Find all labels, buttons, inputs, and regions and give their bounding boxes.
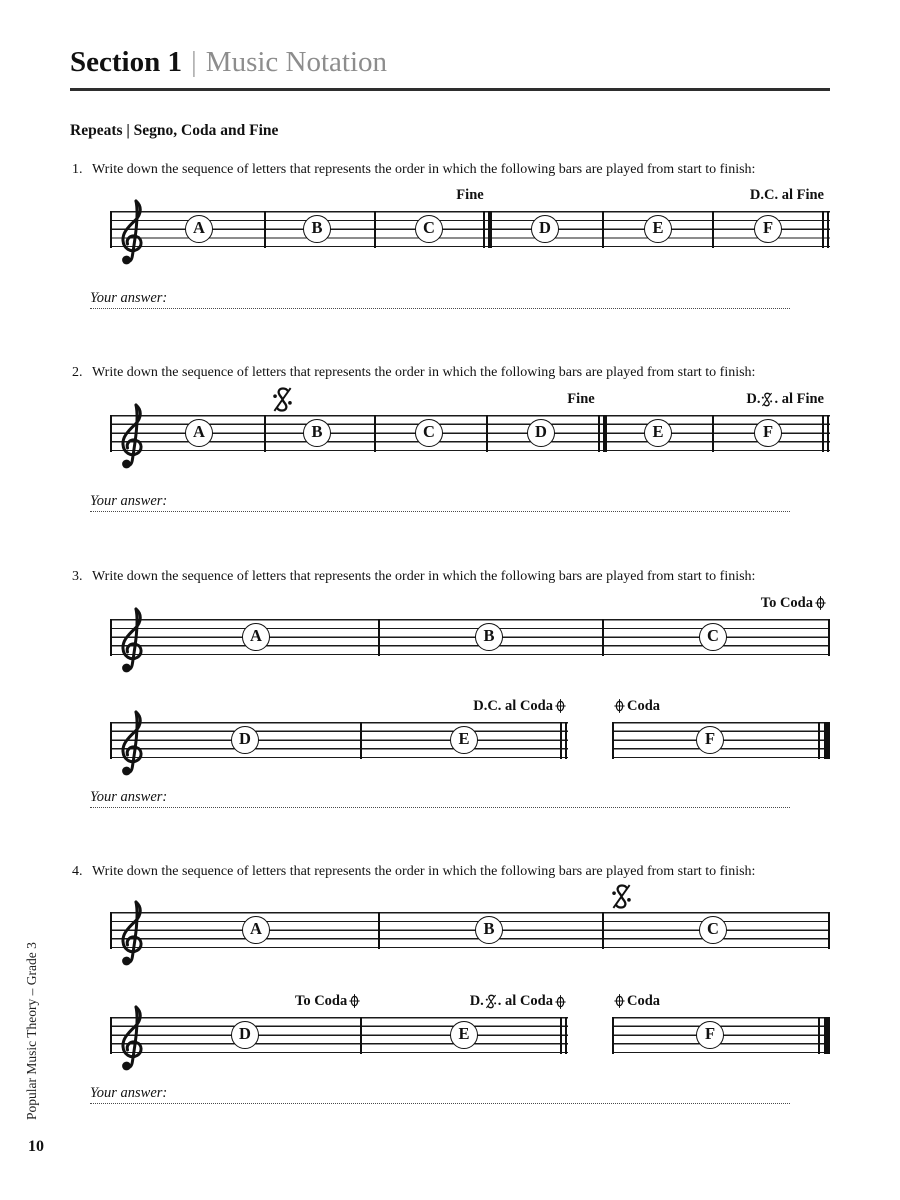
treble-clef-icon [112, 197, 156, 269]
barline-thick [488, 211, 493, 248]
barline-final [824, 1017, 830, 1054]
to-coda-marking [295, 994, 362, 1009]
staff-system-q2 [110, 391, 830, 451]
treble-clef-icon [112, 898, 156, 970]
ds-post-text: . al Coda [497, 993, 553, 1010]
segno-icon [272, 386, 293, 413]
question-1 [72, 162, 755, 178]
question-text: Write down the sequence of letters that represents the order in which the following bars are played from start to finish: [92, 569, 756, 584]
question-number: 4. [72, 864, 83, 879]
coda-icon [555, 699, 566, 713]
staff-system-q3-line1 [110, 595, 830, 655]
barline [560, 1017, 562, 1054]
to-coda-text: To Coda [760, 595, 813, 611]
coda-marking [612, 994, 660, 1009]
bar-label: F [754, 215, 782, 243]
barline [560, 722, 562, 759]
ds-pre-text: D. [469, 993, 484, 1010]
question-2 [72, 365, 755, 381]
answer-label: Your answer: [90, 290, 168, 306]
staff-system-q3-line2 [110, 698, 568, 758]
dc-al-fine-text: D.C. al Fine [749, 187, 824, 203]
question-number: 3. [72, 569, 83, 584]
answer-line [90, 308, 790, 309]
to-coda-marking [761, 596, 828, 611]
fine-text: Fine [567, 391, 595, 407]
bar-label: E [450, 1021, 478, 1049]
answer-line [90, 807, 790, 808]
bar-label: F [696, 726, 724, 754]
barline [712, 415, 714, 452]
topic-heading: Repeats | Segno, Coda and Fine [70, 122, 279, 139]
question-3 [72, 569, 755, 585]
page-title [70, 46, 387, 79]
barline [827, 211, 829, 248]
barline-thick [603, 415, 608, 452]
barline [612, 1017, 614, 1054]
question-text: Write down the sequence of letters that represents the order in which the following bars are played from start to finish: [92, 162, 756, 177]
answer-label: Your answer: [90, 1085, 168, 1101]
question-text: Write down the sequence of letters that represents the order in which the following bars are played from start to finish: [92, 365, 756, 380]
treble-clef-icon [112, 401, 156, 473]
fine-text: Fine [456, 187, 484, 203]
page-number: 10 [28, 1138, 44, 1155]
answer-line [90, 1103, 790, 1104]
barline-final [824, 722, 830, 759]
bar-label: B [475, 623, 503, 651]
ds-al-coda-marking [470, 994, 568, 1009]
bar-label: A [185, 215, 213, 243]
dc-al-coda-marking [473, 699, 568, 714]
barline [374, 211, 376, 248]
barline [486, 415, 488, 452]
coda-text: Coda [627, 993, 661, 1009]
dc-al-fine-marking [750, 188, 824, 203]
barline [828, 912, 830, 949]
bar-label: B [303, 419, 331, 447]
barline [822, 415, 824, 452]
header-rule [70, 88, 830, 91]
barline [483, 211, 485, 248]
segno-icon [761, 392, 773, 407]
bar-label: E [450, 726, 478, 754]
barline [818, 1017, 820, 1054]
coda-marking [612, 699, 660, 714]
fine-marking [567, 392, 594, 407]
barline [602, 211, 604, 248]
bar-label: E [644, 215, 672, 243]
barline [378, 912, 380, 949]
bar-label: D [527, 419, 555, 447]
section-title: Music Notation [205, 46, 388, 78]
bar-label: C [699, 623, 727, 651]
bar-label: A [242, 623, 270, 651]
coda-icon [614, 994, 625, 1008]
coda-icon [815, 596, 826, 610]
barline [565, 1017, 567, 1054]
segno-icon [611, 883, 632, 910]
title-separator: | [190, 46, 197, 78]
bar-label: C [415, 419, 443, 447]
section-label: Section 1 [70, 46, 182, 78]
barline [374, 415, 376, 452]
ds-post-text: . al Fine [774, 391, 824, 408]
bar-label: F [696, 1021, 724, 1049]
barline [264, 415, 266, 452]
staff-system-q4-line2 [110, 993, 568, 1053]
barline [827, 415, 829, 452]
dc-al-coda-text: D.C. al Coda [473, 698, 553, 714]
bar-label: A [242, 916, 270, 944]
barline [818, 722, 820, 759]
bar-label: B [303, 215, 331, 243]
bar-label: B [475, 916, 503, 944]
coda-staff-q3 [612, 698, 830, 758]
barline [602, 912, 604, 949]
coda-staff-q4 [612, 993, 830, 1053]
coda-icon [349, 994, 360, 1008]
question-text: Write down the sequence of letters that represents the order in which the following bars are played from start to finish: [92, 864, 756, 879]
barline [612, 722, 614, 759]
question-number: 2. [72, 365, 83, 380]
answer-line [90, 511, 790, 512]
barline [828, 619, 830, 656]
barline [378, 619, 380, 656]
barline [264, 211, 266, 248]
bar-label: D [231, 1021, 259, 1049]
bar-label: C [415, 215, 443, 243]
treble-clef-icon [112, 1003, 156, 1075]
coda-icon [555, 995, 566, 1009]
treble-clef-icon [112, 605, 156, 677]
bar-label: E [644, 419, 672, 447]
coda-text: Coda [627, 698, 661, 714]
bar-label: D [231, 726, 259, 754]
question-4 [72, 864, 755, 880]
fine-marking [456, 188, 483, 203]
staff-system-q4-line1 [110, 912, 830, 948]
segno-icon [485, 994, 497, 1009]
coda-icon [614, 699, 625, 713]
barline [360, 722, 362, 759]
barline [565, 722, 567, 759]
barline [822, 211, 824, 248]
bar-label: D [531, 215, 559, 243]
barline [602, 619, 604, 656]
question-number: 1. [72, 162, 83, 177]
answer-label: Your answer: [90, 493, 168, 509]
answer-label: Your answer: [90, 789, 168, 805]
treble-clef-icon [112, 708, 156, 780]
to-coda-text: To Coda [295, 993, 348, 1009]
bar-label: C [699, 916, 727, 944]
staff-system-q1 [110, 187, 830, 247]
sidebar-title: Popular Music Theory – Grade 3 [24, 942, 39, 1120]
ds-al-fine-marking [746, 392, 824, 407]
barline [360, 1017, 362, 1054]
barline [598, 415, 600, 452]
ds-pre-text: D. [746, 391, 761, 408]
bar-label: F [754, 419, 782, 447]
barline [712, 211, 714, 248]
bar-label: A [185, 419, 213, 447]
